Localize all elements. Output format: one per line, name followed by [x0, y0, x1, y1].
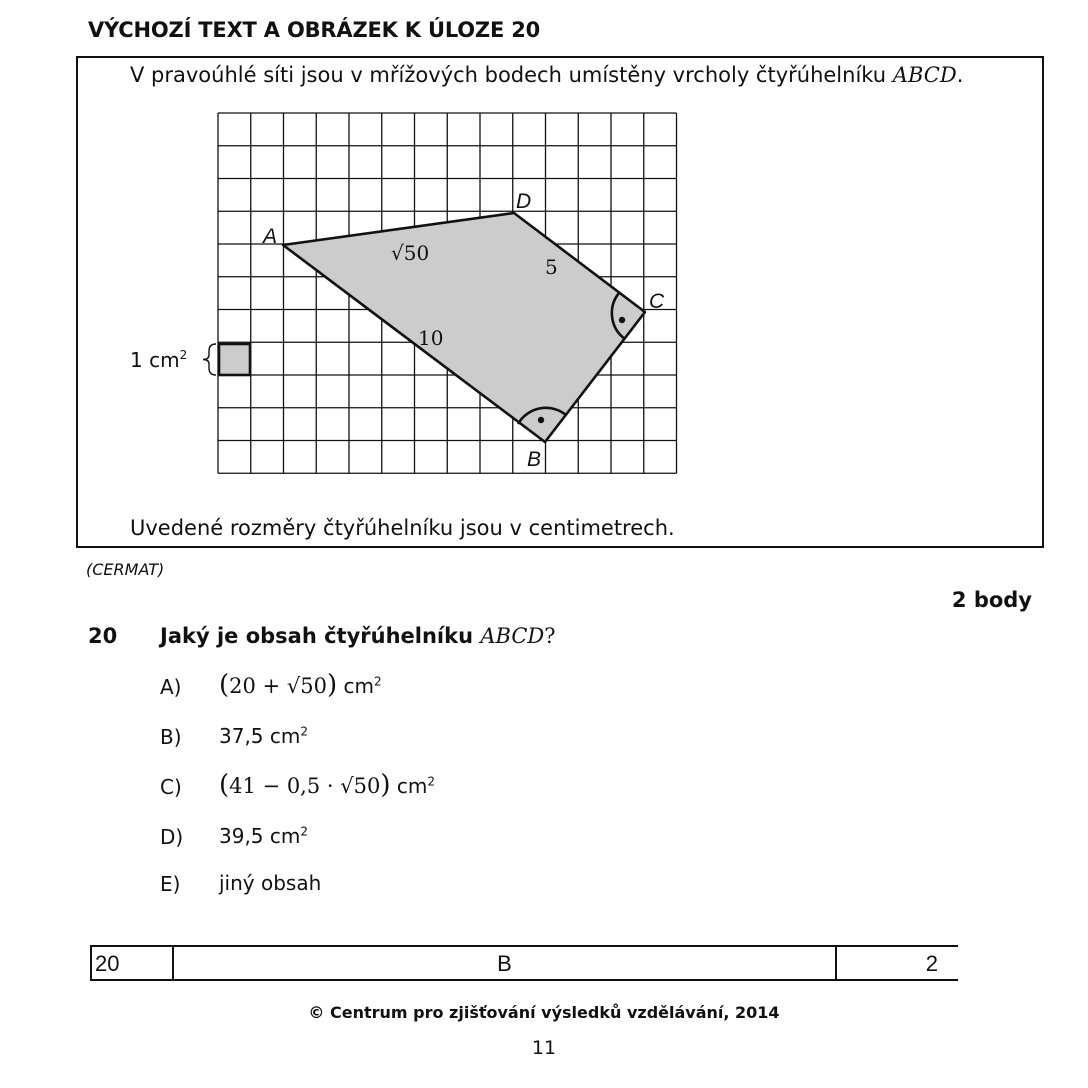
option-c[interactable]: [219, 770, 435, 800]
question-quad-name: ABCD: [480, 624, 545, 648]
option-d[interactable]: [219, 824, 308, 848]
source-label: (CERMAT): [86, 560, 165, 579]
option-d-letter: D): [160, 825, 184, 849]
option-a-expr: 20 + √50: [229, 674, 327, 698]
question-number: 20: [88, 624, 118, 648]
option-c-exp: 2: [427, 774, 435, 789]
vertex-label-b: B: [527, 448, 542, 471]
unit-legend-exp: 2: [179, 348, 188, 362]
option-c-lparen: (: [219, 770, 230, 800]
vertex-label-d: D: [516, 190, 532, 213]
section-title: VÝCHOZÍ TEXT A OBRÁZEK K ÚLOZE 20: [88, 18, 541, 42]
option-c-letter: C): [160, 775, 182, 799]
quadrilateral-figure: [100, 100, 700, 490]
option-b-letter: B): [160, 725, 182, 749]
option-b[interactable]: [219, 724, 308, 748]
question-text: [160, 624, 556, 648]
vertex-label-c: C: [649, 290, 665, 313]
option-e-unit: jiný obsah: [219, 871, 322, 895]
option-b-exp: 2: [300, 724, 309, 739]
option-b-expr: 37,5: [219, 724, 264, 748]
option-a[interactable]: [219, 670, 382, 700]
points-label: 2 body: [951, 588, 1032, 612]
answer-task-number: 20: [92, 947, 174, 979]
option-d-unit: cm: [263, 824, 301, 848]
option-a-lparen: (: [219, 670, 230, 700]
vertex-label-a: A: [263, 225, 278, 248]
option-c-unit: cm: [390, 774, 428, 798]
unit-brace: [203, 344, 216, 375]
option-a-unit: cm: [337, 674, 374, 698]
answer-score: 2: [925, 951, 938, 976]
length-label-dc: 5: [545, 255, 558, 279]
unit-legend-label: [130, 348, 187, 372]
right-angle-dot-b: [538, 417, 544, 423]
option-a-letter: A): [160, 675, 182, 699]
right-angle-dot-c: [619, 317, 625, 323]
answer-key-table: [90, 945, 958, 981]
question-sentence: Jaký je obsah čtyřúhelníku: [160, 624, 481, 648]
option-c-rparen: ): [380, 770, 391, 800]
option-d-exp: 2: [300, 824, 309, 839]
question-mark: ?: [544, 624, 556, 648]
intro-sentence: V pravoúhlé síti jsou v mřížových bodech umístěny vrcholy čtyřúhelníku: [130, 63, 893, 87]
unit-square: [219, 344, 250, 375]
answer-correct-option: B: [174, 947, 837, 979]
unit-legend-text: 1 cm: [130, 348, 180, 372]
option-c-expr: 41 − 0,5 · √50: [229, 774, 381, 798]
intro-period: .: [956, 63, 964, 87]
option-a-rparen: ): [326, 670, 338, 700]
intro-text: [130, 63, 963, 87]
option-d-expr: 39,5: [219, 824, 264, 848]
option-a-exp: 2: [373, 674, 382, 689]
page-number: 11: [531, 1037, 557, 1059]
length-label-ad: √50: [391, 241, 430, 265]
option-e[interactable]: [219, 871, 321, 895]
option-e-letter: E): [160, 872, 181, 896]
units-note: Uvedené rozměry čtyřúhelníku jsou v centimetrech.: [130, 516, 675, 540]
option-b-unit: cm: [263, 724, 301, 748]
intro-quad-name: ABCD: [892, 63, 957, 87]
length-label-ab: 10: [418, 326, 444, 350]
footer-copyright: © Centrum pro zjišťování výsledků vzdělávání, 2014: [308, 1003, 780, 1022]
